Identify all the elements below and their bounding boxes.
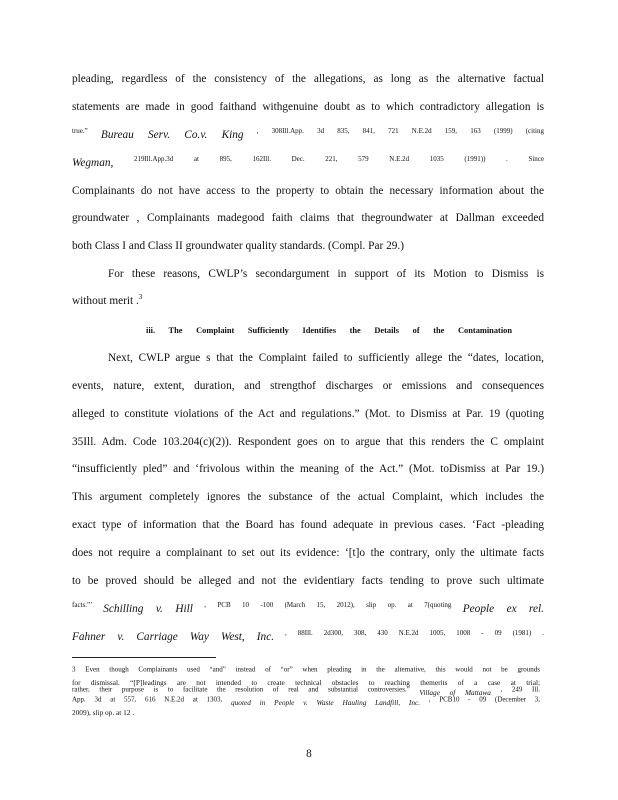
case-citation: Village of Mattawa bbox=[419, 688, 491, 697]
footnote-line: 2009), slip op. at 12 . bbox=[72, 708, 135, 717]
body-line bbox=[72, 156, 544, 170]
body-line: This argument completely ignores the substance of the actual Complaint, which includes the bbox=[72, 491, 544, 503]
text-run: facts.”’ bbox=[72, 601, 104, 610]
text-run: , PCB10 - 09 (December 3, bbox=[420, 695, 540, 704]
text-run: Even though Complainants used “and” instead of “or” when pleading in the alternative, this would not be grounds bbox=[75, 665, 540, 674]
text-run: , PCB 10 -100 (March 15, 2012), slip op. at 7(quoting bbox=[192, 601, 463, 610]
body-line: does not require a complainant to set out its evidence: ‘[t]o the contrary, only the ultimate facts bbox=[72, 547, 544, 559]
text-run: true.” bbox=[72, 127, 101, 136]
footnote-marker: 3 bbox=[72, 665, 76, 674]
body-line bbox=[72, 128, 544, 142]
body-line: to be proved should be alleged and not the evidentiary facts tending to prove such ultimate bbox=[72, 575, 544, 587]
body-line: Complainants do not have access to the property to obtain the necessary information about the bbox=[72, 185, 544, 197]
case-citation: quoted in People v. Waste Hauling Landfill, Inc. bbox=[231, 698, 421, 707]
body-line bbox=[72, 602, 544, 616]
body-line: statements are made in good faithand withgenuine doubt as to which contradictory allegation is bbox=[72, 101, 544, 113]
body-line: groundwater , Complainants madegood faith claims that thegroundwater at Dallman exceeded bbox=[72, 212, 544, 224]
body-line: pleading, regardless of the consistency of the allegations, as long as the alternative factual bbox=[72, 73, 544, 85]
body-line: events, nature, extent, duration, and strengthof discharges or emissions and consequences bbox=[72, 380, 544, 392]
body-line: alleged to constitute violations of the Act and regulations.” (Mot. to Dismiss at Par. 19 (quoting bbox=[72, 408, 544, 420]
section-heading: iii. The Complaint Sufficiently Identifies the Details of the Contamination bbox=[146, 326, 512, 335]
footnote-line bbox=[72, 695, 540, 707]
text-run: App. 3d at 557, 616 N.E.2d at 1303, bbox=[72, 695, 231, 704]
body-line: 35Ill. Adm. Code 103.204(c)(2)). Respondent goes on to argue that this renders the C omplaint bbox=[72, 436, 544, 448]
body-line bbox=[72, 630, 544, 644]
text-run: rather, their purpose is to facilitate the resolution of real and substantial controversies.” bbox=[72, 685, 420, 694]
case-citation: Wegman, bbox=[72, 157, 114, 169]
paragraph-argument-line: Next, CWLP argue s that the Complaint failed to sufficiently allege the “dates, location, bbox=[108, 352, 544, 364]
conclusion-text: without merit . bbox=[72, 295, 139, 307]
body-line: exact type of information that the Board has found adequate in previous cases. ‘Fact -pleading bbox=[72, 519, 544, 531]
footnote-divider bbox=[72, 657, 216, 658]
footnote-line bbox=[72, 665, 540, 677]
text-run: , 308Ill.App. 3d 835, 841, 721 N.E.2d 159, 163 (1999) (citing bbox=[243, 127, 544, 136]
case-citation: Fahner v. Carriage Way West, Inc. bbox=[72, 631, 275, 643]
case-citation: People ex rel. bbox=[462, 603, 545, 615]
footnote-reference: 3 bbox=[138, 293, 143, 302]
case-citation: Schilling v. Hill bbox=[103, 603, 193, 615]
paragraph-conclusion-line bbox=[72, 294, 544, 308]
text-run: 219Ill.App.3d at 895, 162Ill. Dec. 221, 579 N.E.2d 1035 (1991)) . Since bbox=[113, 155, 544, 164]
page-number: 8 bbox=[306, 748, 312, 760]
case-citation: Bureau Serv. Co.v. King bbox=[100, 129, 244, 141]
text-run: , 249 Ill. bbox=[490, 685, 540, 694]
footnote-line: for dismissal. “[P]leadings are not intended to create technical obstacles to reaching themerits of a case at trial; bbox=[72, 678, 540, 687]
body-line: “insufficiently pled” and ‘frivolous within the meaning of the Act.” (Mot. toDismiss at Par 19.) bbox=[72, 463, 544, 475]
text-run: , 88Ill. 2d300, 308, 430 N.E.2d 1005, 1008 - 09 (1981) . bbox=[274, 629, 544, 638]
body-line: both Class I and Class II groundwater quality standards. (Compl. Par 29.) bbox=[72, 240, 404, 252]
paragraph-conclusion-line: For these reasons, CWLP’s secondargument in support of its Motion to Dismiss is bbox=[108, 268, 544, 280]
